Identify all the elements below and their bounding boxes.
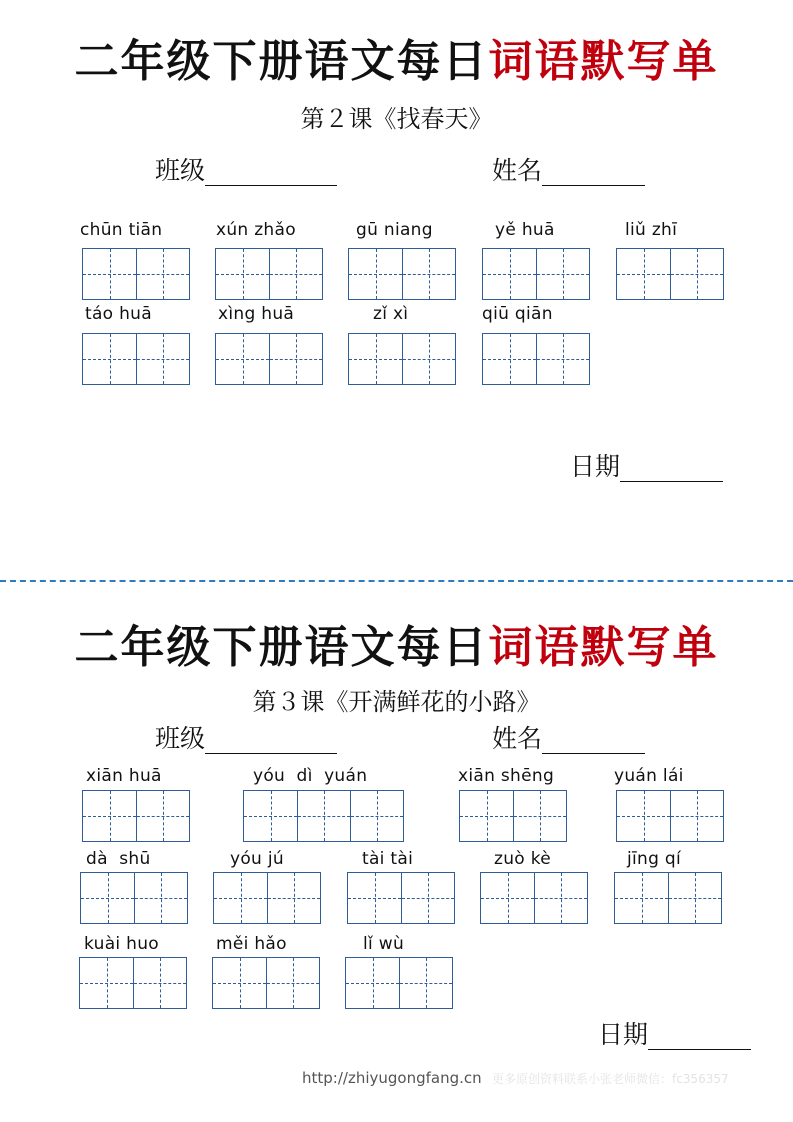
sheet2-name-blank[interactable] [542, 727, 645, 754]
sheet2-word-writing-grid[interactable] [347, 872, 455, 924]
sheet1-name-label: 姓名 [492, 156, 543, 185]
writing-cell[interactable] [401, 873, 454, 923]
writing-cell[interactable] [670, 791, 723, 841]
sheet1-name-blank[interactable] [542, 159, 645, 186]
sheet1-word-writing-grid[interactable] [348, 333, 456, 385]
sheet1-class-blank[interactable] [205, 159, 337, 186]
writing-cell[interactable] [83, 334, 136, 384]
writing-cell[interactable] [81, 873, 134, 923]
sheet2-word-writing-grid[interactable] [80, 872, 188, 924]
sheet1-title [0, 34, 793, 90]
sheet1-word-writing-grid[interactable] [82, 248, 190, 300]
sheet1-word-writing-grid[interactable] [82, 333, 190, 385]
sheet1-word-pinyin: liǔ zhī [625, 220, 678, 240]
sheet1-date-field[interactable] [570, 452, 723, 482]
sheet2-word-pinyin: xiān shēng [458, 766, 555, 786]
sheet1-word-pinyin: yě huā [495, 220, 555, 240]
writing-cell[interactable] [534, 873, 587, 923]
sheet1-word-pinyin: táo huā [85, 304, 152, 324]
sheet2-date-field[interactable] [598, 1020, 751, 1050]
writing-cell[interactable] [402, 249, 455, 299]
writing-cell[interactable] [267, 873, 320, 923]
sheet2-class-label: 班级 [155, 724, 206, 753]
sheet1-title-red: 词语默写单 [488, 36, 719, 87]
sheet2-name-label: 姓名 [492, 724, 543, 753]
sheet1-class-label: 班级 [155, 156, 206, 185]
sheet1-name-field[interactable] [492, 156, 645, 186]
sheet1-date-label: 日期 [570, 452, 621, 481]
sheet2-word-writing-grid[interactable] [345, 957, 453, 1009]
sheet2-word-writing-grid[interactable] [213, 872, 321, 924]
writing-cell[interactable] [346, 958, 399, 1008]
sheet2-word-pinyin: tài tài [362, 849, 414, 869]
sheet2-name-field[interactable] [492, 724, 645, 754]
sheet2-word-writing-grid[interactable] [459, 790, 567, 842]
sheet2-word-writing-grid[interactable] [480, 872, 588, 924]
writing-cell[interactable] [402, 334, 455, 384]
sheet1-word-writing-grid[interactable] [348, 248, 456, 300]
sheet1-word-pinyin: xún zhǎo [216, 220, 296, 240]
sheet1-word-writing-grid[interactable] [215, 248, 323, 300]
sheet1-word-writing-grid[interactable] [482, 248, 590, 300]
sheet1-word-writing-grid[interactable] [215, 333, 323, 385]
writing-cell[interactable] [617, 791, 670, 841]
writing-cell[interactable] [483, 334, 536, 384]
writing-cell[interactable] [269, 249, 322, 299]
sheet1-word-pinyin: xìng huā [218, 304, 295, 324]
writing-cell[interactable] [481, 873, 534, 923]
writing-cell[interactable] [483, 249, 536, 299]
sheet2-word-writing-grid[interactable] [614, 872, 722, 924]
sheet2-lesson-title: 第３课《开满鲜花的小路》 [252, 688, 541, 716]
sheet2-word-pinyin: jīng qí [627, 849, 682, 869]
writing-cell[interactable] [668, 873, 721, 923]
sheet1-class-field[interactable] [155, 156, 337, 186]
writing-cell[interactable] [269, 334, 322, 384]
writing-cell[interactable] [133, 958, 186, 1008]
watermark-text: 更多原创资料联系小张老师微信：fc356357 [492, 1072, 729, 1086]
sheet2-word-writing-grid[interactable] [82, 790, 190, 842]
writing-cell[interactable] [670, 249, 723, 299]
sheet2-date-blank[interactable] [648, 1023, 751, 1050]
writing-cell[interactable] [266, 958, 319, 1008]
sheet2-date-label: 日期 [598, 1020, 649, 1049]
sheet2-word-writing-grid[interactable] [79, 957, 187, 1009]
writing-cell[interactable] [244, 791, 297, 841]
sheet2-word-writing-grid[interactable] [616, 790, 724, 842]
sheet2-title [0, 620, 793, 676]
writing-cell[interactable] [134, 873, 187, 923]
sheet2-word-writing-grid[interactable] [243, 790, 404, 842]
writing-cell[interactable] [617, 249, 670, 299]
sheet2-word-pinyin: yuán lái [614, 766, 684, 786]
writing-cell[interactable] [399, 958, 452, 1008]
writing-cell[interactable] [297, 791, 350, 841]
writing-cell[interactable] [216, 334, 269, 384]
sheet2-title-red: 词语默写单 [488, 622, 719, 673]
sheet2-title-black: 二年级下册语文每日 [74, 622, 489, 673]
writing-cell[interactable] [83, 249, 136, 299]
writing-cell[interactable] [615, 873, 668, 923]
writing-cell[interactable] [350, 791, 403, 841]
sheet1-word-pinyin: gū niang [356, 220, 433, 240]
sheet2-word-pinyin: dà shū [86, 849, 151, 869]
writing-cell[interactable] [80, 958, 133, 1008]
sheet2-word-pinyin: xiān huā [86, 766, 162, 786]
footer-url-link[interactable]: http://zhiyugongfang.cn [302, 1069, 482, 1087]
sheet1-word-pinyin: zǐ xì [373, 304, 409, 324]
writing-cell[interactable] [349, 334, 402, 384]
writing-cell[interactable] [214, 873, 267, 923]
sheet1-word-writing-grid[interactable] [616, 248, 724, 300]
sheet2-word-pinyin: kuài huo [84, 934, 159, 954]
writing-cell[interactable] [348, 873, 401, 923]
sheet2-word-pinyin: yóu jú [230, 849, 284, 869]
sheet2-word-pinyin: lǐ wù [363, 934, 405, 954]
sheet1-word-pinyin: qiū qiān [482, 304, 553, 324]
writing-cell[interactable] [136, 791, 189, 841]
writing-cell[interactable] [536, 334, 589, 384]
sheet2-word-pinyin: měi hǎo [216, 934, 287, 954]
sheet1-title-black: 二年级下册语文每日 [74, 36, 489, 87]
sheet1-word-pinyin: chūn tiān [80, 220, 163, 240]
sheet2-class-blank[interactable] [205, 727, 337, 754]
sheet2-word-writing-grid[interactable] [212, 957, 320, 1009]
sheet1-word-writing-grid[interactable] [482, 333, 590, 385]
writing-cell[interactable] [136, 249, 189, 299]
writing-cell[interactable] [349, 249, 402, 299]
writing-cell[interactable] [536, 249, 589, 299]
cut-line-divider [0, 580, 793, 582]
sheet2-word-pinyin: zuò kè [494, 849, 552, 869]
writing-cell[interactable] [213, 958, 266, 1008]
writing-cell[interactable] [83, 791, 136, 841]
sheet2-class-field[interactable] [155, 724, 337, 754]
writing-cell[interactable] [460, 791, 513, 841]
writing-cell[interactable] [136, 334, 189, 384]
sheet1-lesson-title: 第２课《找春天》 [300, 105, 493, 133]
writing-cell[interactable] [216, 249, 269, 299]
writing-cell[interactable] [513, 791, 566, 841]
sheet1-date-blank[interactable] [620, 455, 723, 482]
sheet2-word-pinyin: yóu dì yuán [253, 766, 368, 786]
